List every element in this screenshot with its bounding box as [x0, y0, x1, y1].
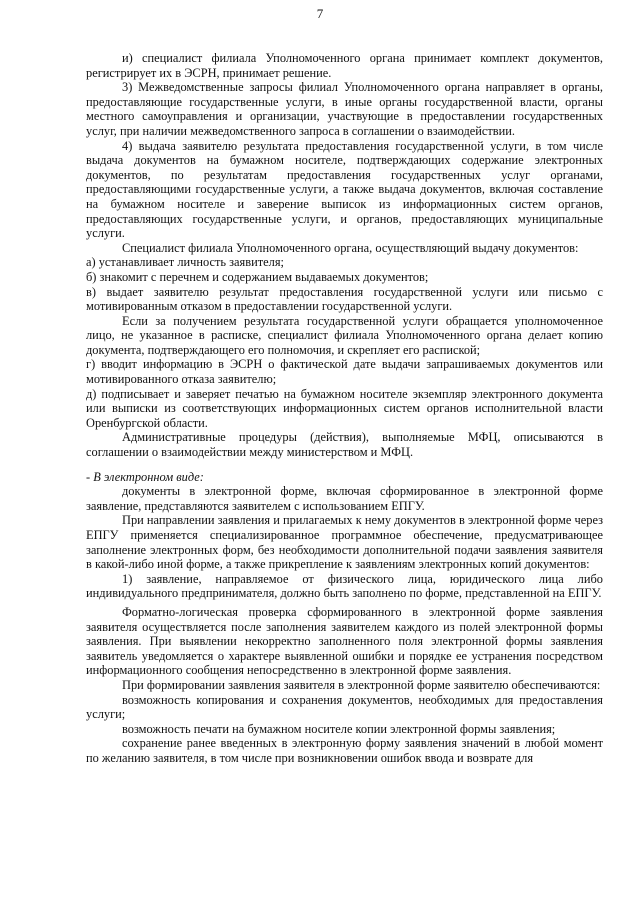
paragraph-format-check: Форматно-логическая проверка сформированного в электронной форме заявления заявителя осуществляется после заполнения заявителем каждого из полей электронной формы заявления. При выявлении некорректно заполненного поля электронной формы заявления заявитель уведомляется о характере выявленной ошибки и порядке ее устранения посредством информационного сообщения непосредственно в электронной форме заявления. — [86, 604, 603, 678]
page-number: 7 — [316, 6, 324, 21]
paragraph-electronic-documents: документы в электронной форме, включая сформированное в электронной форме заявление, представляются заявителем с использованием ЕПГУ. — [86, 484, 603, 513]
paragraph-interagency-requests: 3) Межведомственные запросы филиал Уполномоченного органа направляет в органы, предоставляющие государственные услуги, в иные органы государственной власти, органы местного самоуправления и организации, участвующие в предоставлении государственных услуг, при наличии межведомственного запроса в соглашении о взаимодействии. — [86, 80, 603, 138]
paragraph-mfc-procedures: Административные процедуры (действия), выполняемые МФЦ, описываются в соглашении о взаимодействии между министерством и МФЦ. — [86, 430, 603, 460]
list-item-1: 1) заявление, направляемое от физического лица, юридического лица либо индивидуального предпринимателя, должно быть заполнено по форме, представленной на ЕПГУ. — [86, 571, 603, 601]
paragraph-result-issuance: 4) выдача заявителю результата предоставления государственной услуги, в том числе выдача документов на бумажном носителе, подтверждающих содержание электронных документов, по результатам предоставления государственных услуг органами, предоставляющими государственные услуги, а также выдача документов, включая составление на бумажном носителе и заверение выписок из информационных систем органов, предоставляющих государственные услуги, и органов, предоставляющих муниципальные услуги. — [86, 138, 603, 241]
list-item-d: д) подписывает и заверяет печатью на бумажном носителе экземпляр электронного документа или выписки из соответствующих информационных систем органов исполнительной власти Оренбургской области. — [86, 386, 603, 430]
paragraph-authorized-person: Если за получением результата государственной услуги обращается уполномоченное лицо, не указанное в расписке, специалист филиала Уполномоченного органа делает копию документа, подтверждающего его полномочия, и скрепляет его распиской; — [86, 313, 603, 357]
section-gap — [86, 460, 603, 470]
list-item-v: в) выдает заявителю результат предоставления государственной услуги или письмо с мотивированным отказом в предоставлении государственной услуги. — [86, 284, 603, 314]
paragraph-print: возможность печати на бумажном носителе копии электронной формы заявления; — [122, 721, 556, 736]
paragraph-copy-save: возможность копирования и сохранения документов, необходимых для предоставления услуги; — [86, 692, 603, 722]
list-item-a: а) устанавливает личность заявителя; — [86, 255, 284, 270]
paragraph-specialist-intro: Специалист филиала Уполномоченного органа, осуществляющий выдачу документов: — [122, 240, 579, 255]
list-item-g: г) вводит информацию в ЭСРН о фактической дате выдачи запрашиваемых документов или мотивированного отказа заявителю; — [86, 357, 603, 387]
section-heading-electronic: - В электронном виде: — [86, 469, 204, 484]
paragraph-save-values: сохранение ранее введенных в электронную форму заявления значений в любой момент по желанию заявителя, в том числе при возникновении ошибок ввода и возврате для — [86, 736, 603, 765]
list-item-b: б) знакомит с перечнем и содержанием выдаваемых документов; — [86, 269, 429, 284]
paragraph-form-provisions: При формировании заявления заявителя в электронной форме заявителю обеспечиваются: — [122, 677, 601, 692]
document-body — [86, 51, 603, 766]
paragraph-item-i: и) специалист филиала Уполномоченного органа принимает комплект документов, регистрирует их в ЭСРН, принимает решение. — [86, 51, 603, 80]
paragraph-epgu-submission: При направлении заявления и прилагаемых к нему документов в электронной форме через ЕПГУ применяется специализированное программное обеспечение, предусматривающее заполнение электронных форм, без необходимости дополнительной подачи заявления заявителя в какой-либо иной форме, а также прикрепление к заявлениям электронных копий документов: — [86, 513, 603, 572]
